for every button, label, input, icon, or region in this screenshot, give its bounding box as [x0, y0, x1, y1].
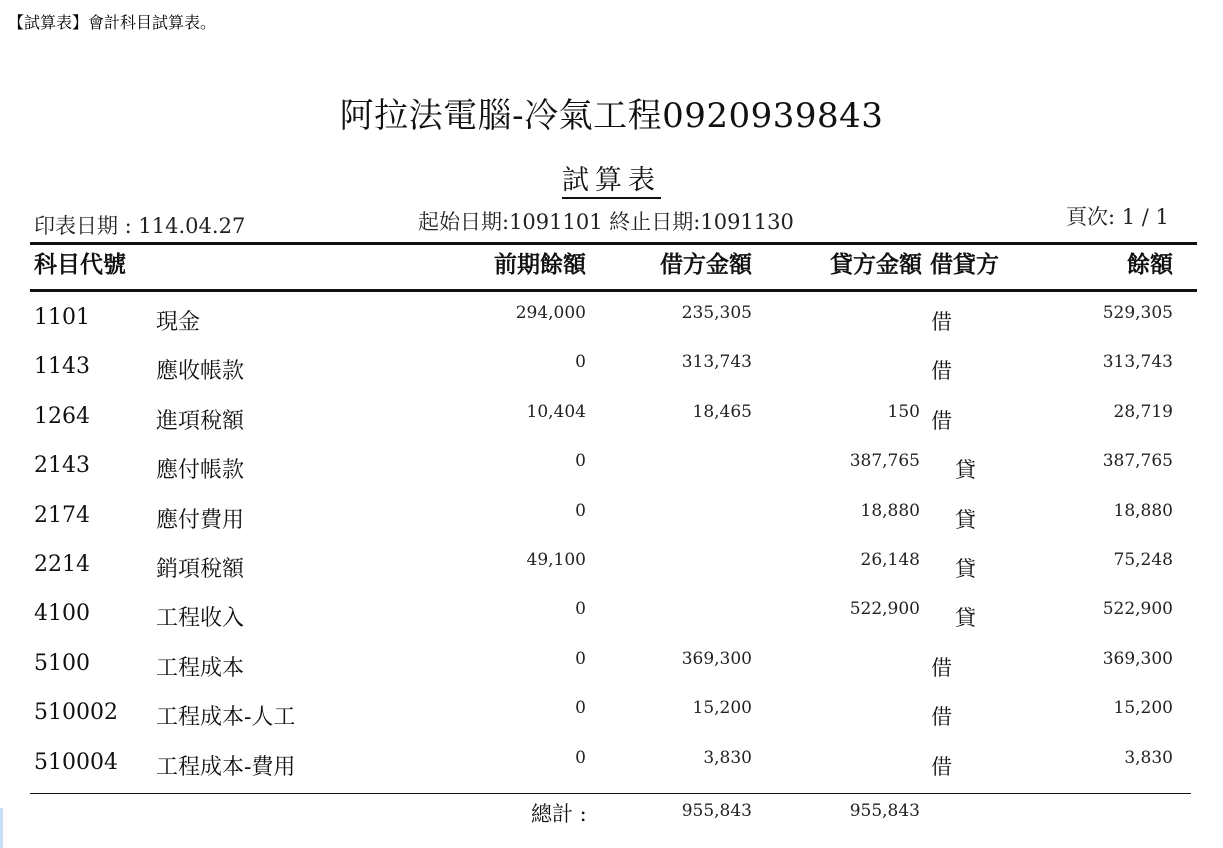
window-edge-accent [0, 808, 3, 848]
cell-name: 進項稅額 [156, 408, 245, 434]
cell-debit: 235,305 [681, 303, 752, 323]
cell-credit: 387,765 [849, 451, 920, 472]
cell-code: 2174 [34, 502, 90, 528]
cell-dc: 貸 [955, 606, 976, 631]
cell-code: 2214 [34, 552, 90, 577]
cell-dc: 借 [931, 655, 952, 680]
cell-dc: 借 [931, 359, 952, 384]
cell-balance: 369,300 [1102, 648, 1173, 669]
cell-prev: 49,100 [526, 550, 586, 570]
header-credit-amount: 貸方金額 [830, 251, 922, 278]
page-caption: 【試算表】會計科目試算表。 [8, 13, 217, 32]
cell-dc: 借 [931, 310, 952, 334]
cell-name: 應付費用 [156, 507, 245, 533]
cell-dc: 借 [931, 705, 952, 730]
cell-credit: 26,148 [860, 550, 920, 570]
cell-code: 4100 [34, 601, 90, 627]
cell-dc: 貸 [955, 458, 976, 483]
cell-prev: 0 [575, 698, 586, 719]
cell-balance: 15,200 [1113, 698, 1173, 719]
cell-prev: 0 [575, 648, 586, 669]
cell-balance: 18,880 [1113, 500, 1173, 521]
page-number: 頁次: 1 / 1 [1066, 205, 1169, 229]
print-date: 印表日期 : 114.04.27 [34, 214, 246, 238]
total-credit: 955,843 [849, 801, 920, 821]
cell-name: 工程成本-人工 [156, 705, 296, 731]
cell-balance: 529,305 [1102, 303, 1173, 323]
cell-debit: 15,200 [692, 698, 752, 719]
cell-prev: 0 [575, 599, 586, 620]
cell-debit: 18,465 [692, 401, 752, 422]
cell-prev: 0 [575, 451, 586, 472]
cell-name: 應收帳款 [156, 359, 245, 385]
cell-name: 應付帳款 [156, 458, 245, 484]
header-debit-credit: 借貸方 [930, 251, 999, 278]
header-debit-amount: 借方金額 [660, 251, 752, 278]
header-bottom-rule [30, 289, 1197, 292]
cell-balance: 75,248 [1113, 550, 1173, 570]
cell-name: 工程成本 [156, 655, 245, 681]
cell-balance: 522,900 [1102, 599, 1173, 620]
cell-balance: 28,719 [1113, 401, 1173, 422]
cell-code: 1101 [34, 305, 90, 330]
header-top-rule [30, 242, 1197, 245]
cell-dc: 借 [931, 754, 952, 779]
header-balance: 餘額 [1127, 251, 1173, 278]
cell-prev: 0 [575, 500, 586, 521]
cell-code: 1264 [34, 403, 90, 429]
cell-name: 現金 [156, 310, 201, 335]
cell-code: 2143 [34, 453, 90, 479]
cell-debit: 313,743 [681, 352, 752, 373]
cell-credit: 18,880 [860, 500, 920, 521]
cell-code: 510004 [34, 749, 118, 775]
company-name: 阿拉法電腦-冷氣工程0920939843 [339, 96, 884, 136]
cell-dc: 貸 [955, 557, 976, 581]
cell-credit: 522,900 [849, 599, 920, 620]
cell-name: 工程成本-費用 [156, 754, 296, 780]
cell-name: 工程收入 [156, 606, 245, 632]
cell-code: 1143 [34, 354, 90, 380]
cell-prev: 0 [575, 747, 586, 768]
cell-balance: 387,765 [1102, 451, 1173, 472]
cell-prev: 0 [575, 352, 586, 373]
cell-credit: 150 [887, 401, 920, 422]
cell-debit: 369,300 [681, 648, 752, 669]
date-range: 起始日期:1091101 終止日期:1091130 [418, 210, 794, 234]
report-title-text: 試算表 [562, 165, 661, 199]
cell-prev: 10,404 [526, 401, 586, 422]
cell-balance: 3,830 [1124, 747, 1173, 768]
header-previous-balance: 前期餘額 [494, 251, 586, 278]
cell-prev: 294,000 [515, 303, 586, 323]
header-account-code: 科目代號 [34, 251, 126, 278]
total-rule [30, 793, 1191, 794]
cell-debit: 3,830 [703, 747, 752, 768]
report-title [0, 158, 1223, 197]
cell-balance: 313,743 [1102, 352, 1173, 373]
cell-code: 510002 [34, 700, 118, 726]
cell-dc: 借 [931, 408, 952, 433]
cell-code: 5100 [34, 650, 90, 676]
total-label: 總計 : [531, 802, 587, 826]
cell-name: 銷項稅額 [156, 557, 245, 582]
total-debit: 955,843 [681, 801, 752, 821]
cell-dc: 貸 [955, 507, 976, 532]
